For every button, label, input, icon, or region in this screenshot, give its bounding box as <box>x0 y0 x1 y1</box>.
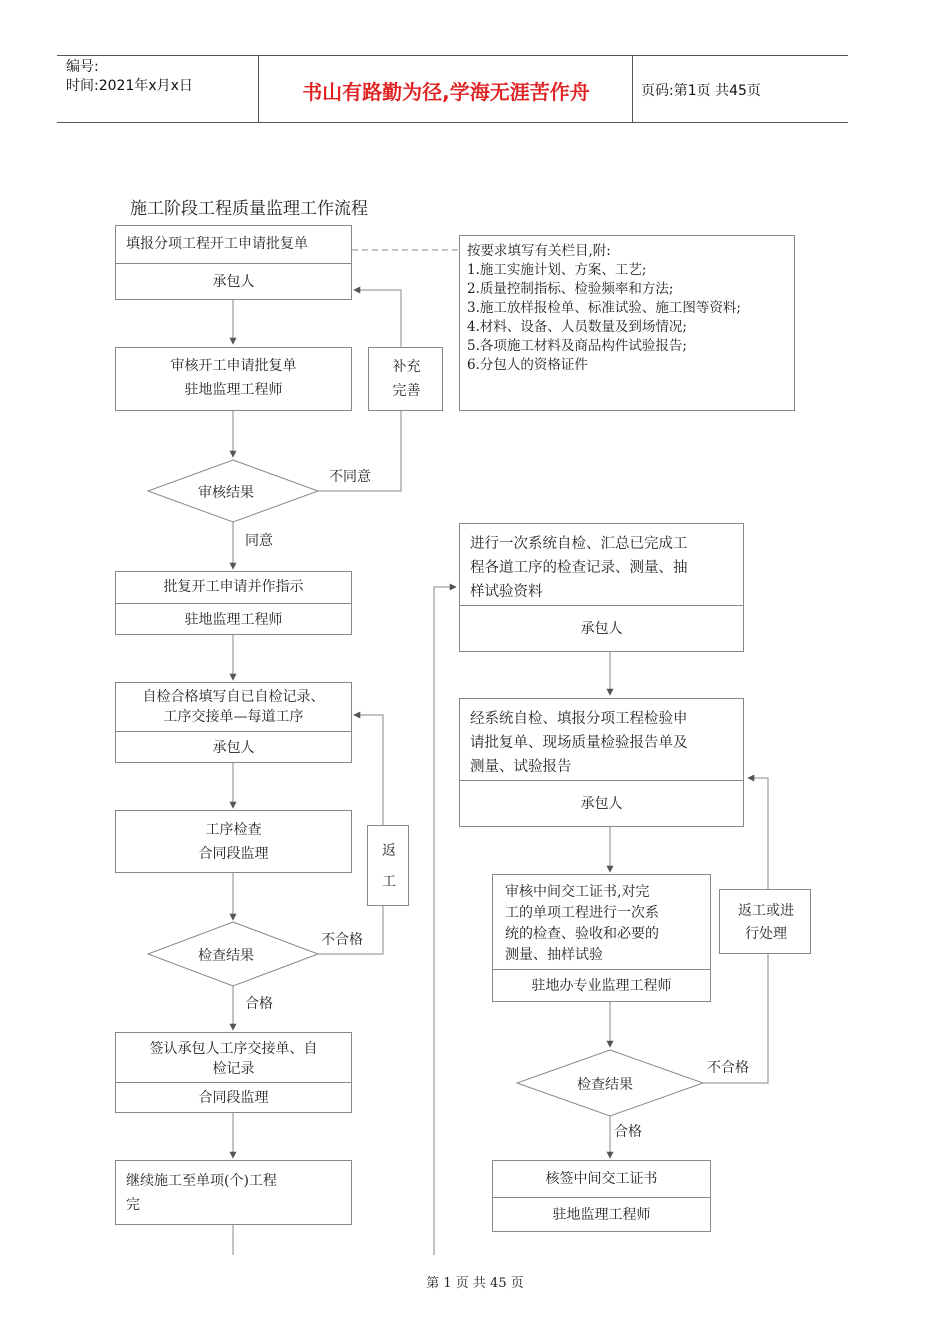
step-continue-text-2: 完 <box>126 1196 140 1213</box>
step-approve-role: 驻地监理工程师 <box>116 603 351 636</box>
decision-d3-pass-label: 合格 <box>614 1124 642 1140</box>
supplement-text-2: 完善 <box>392 383 421 399</box>
step-submit-text-2: 请批复单、现场质量检验报告单及 <box>470 734 688 751</box>
note-line-6: 6.分包人的资格证件 <box>467 357 588 373</box>
step-cert-text-4: 测量、抽样试验 <box>505 946 603 963</box>
step-process-inspection <box>115 810 352 873</box>
step-system-text-1: 进行一次系统自检、汇总已完成工 <box>470 535 688 552</box>
step-continue-construction <box>115 1160 352 1225</box>
step-sign-text-2: 检记录 <box>212 1060 255 1077</box>
supplement-text-1: 补充 <box>392 359 421 375</box>
supplement-box <box>368 347 443 411</box>
note-line-3: 3.施工放样报检单、标准试验、施工图等资料; <box>467 300 741 316</box>
page-title: 施工阶段工程质量监理工作流程 <box>130 199 368 219</box>
step-approve-text: 批复开工申请并作指示 <box>163 579 304 595</box>
rework-process-box <box>719 889 811 954</box>
header-time: 时间:2021年x月x日 <box>66 78 193 94</box>
decision-d1-accept-label: 同意 <box>245 533 273 549</box>
step-sign-certificate <box>492 1160 711 1232</box>
step-sign-cert-role: 驻地监理工程师 <box>493 1197 710 1233</box>
rework-box <box>367 825 409 906</box>
decision-d1-reject-label: 不同意 <box>329 469 371 485</box>
step-approve-start <box>115 571 352 635</box>
step-cert-text-3: 统的检查、验收和必要的 <box>505 925 659 942</box>
step-apply-start-text: 填报分项工程开工申请批复单 <box>126 236 308 252</box>
note-line-1: 1.施工实施计划、方案、工艺; <box>467 262 647 278</box>
step-inspection-text: 工序检查 <box>205 821 262 838</box>
step-system-self-check <box>459 523 744 652</box>
decision-d3-fail-label: 不合格 <box>707 1060 749 1076</box>
step-self-check-role: 承包人 <box>116 731 351 764</box>
step-submit-text-1: 经系统自检、填报分项工程检验申 <box>470 710 688 727</box>
note-line-0: 按要求填写有关栏目,附: <box>467 243 611 259</box>
note-line-2: 2.质量控制指标、检验频率和方法; <box>467 281 674 297</box>
step-system-role: 承包人 <box>460 605 743 653</box>
note-line-4: 4.材料、设备、人员数量及到场情况; <box>467 319 687 335</box>
step-apply-start-role: 承包人 <box>116 263 351 301</box>
step-submit-inspection <box>459 698 744 827</box>
step-sign-role: 合同段监理 <box>116 1082 351 1114</box>
step-continue-text-1: 继续施工至单项(个)工程 <box>126 1172 277 1189</box>
step-self-check-text-1: 自检合格填写自已自检记录、 <box>142 688 325 705</box>
rework-process-text-2: 行处理 <box>745 926 787 942</box>
requirements-note <box>459 235 795 411</box>
step-inspection-role: 合同段监理 <box>198 845 269 862</box>
step-self-check-text-2: 工序交接单—每道工序 <box>163 708 304 725</box>
decision-d3-label: 检查结果 <box>577 1077 633 1093</box>
decision-d2-label: 检查结果 <box>198 948 254 964</box>
step-sign-text-1: 签认承包人工序交接单、自 <box>149 1040 318 1057</box>
step-review-text: 审核开工申请批复单 <box>170 357 297 374</box>
step-sign-handover <box>115 1032 352 1113</box>
step-cert-text-2: 工的单项工程进行一次系 <box>505 904 659 921</box>
step-system-text-3: 样试验资料 <box>470 583 543 600</box>
step-review-application <box>115 347 352 411</box>
note-line-5: 5.各项施工材料及商品构件试验报告; <box>467 338 687 354</box>
step-cert-role: 驻地办专业监理工程师 <box>493 969 710 1003</box>
rework-text-1: 返 <box>382 843 396 859</box>
step-self-check <box>115 682 352 763</box>
step-review-role: 驻地监理工程师 <box>184 381 283 398</box>
step-apply-start <box>115 225 352 300</box>
connector-to-right <box>434 587 456 1255</box>
decision-d2-fail-label: 不合格 <box>321 932 363 948</box>
step-submit-text-3: 测量、试验报告 <box>470 758 572 775</box>
step-submit-role: 承包人 <box>460 780 743 828</box>
step-system-text-2: 程各道工序的检查记录、测量、抽 <box>470 559 688 576</box>
rework-text-2: 工 <box>382 874 396 890</box>
step-cert-text-1: 审核中间交工证书,对完 <box>505 883 650 900</box>
header-number: 编号: <box>66 59 99 75</box>
page-footer: 第 1 页 共 45 页 <box>426 1276 524 1291</box>
step-sign-cert-text: 核签中间交工证书 <box>545 1170 658 1187</box>
header-page-info: 页码:第1页 共45页 <box>641 83 761 99</box>
decision-d1-label: 审核结果 <box>198 485 254 501</box>
header-motto: 书山有路勤为径,学海无涯苦作舟 <box>302 80 590 104</box>
step-review-certificate <box>492 874 711 1002</box>
rework-process-text-1: 返工或进 <box>738 903 794 919</box>
decision-d2-pass-label: 合格 <box>245 996 273 1012</box>
